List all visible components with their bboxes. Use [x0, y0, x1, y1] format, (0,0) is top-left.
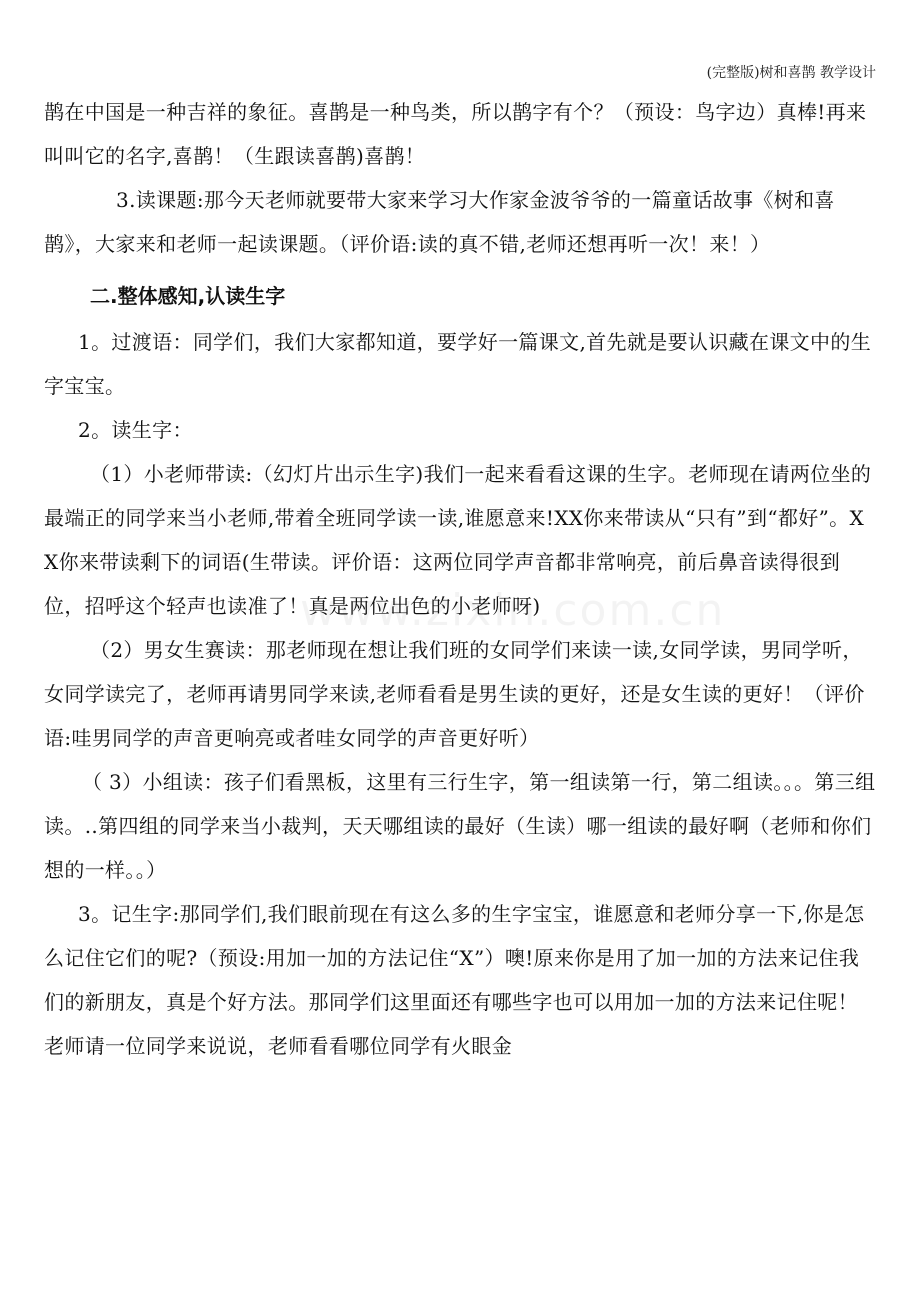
- paragraph-group-reading: （ 3）小组读：孩子们看黑板，这里有三行生字，第一组读第一行，第二组读。。。第三组读。..第四组的同学来当小裁判，天天哪组读的最好（生读）哪一组读的最好啊（老师和你们想的一样。。）: [44, 770, 876, 882]
- paragraph-boys-girls-contest: （2）男女生赛读：那老师现在想让我们班的女同学们来读一读,女同学读，男同学听，女同学读完了，老师再请男同学来读,老师看看是男生读的更好，还是女生读的更好！（评价语:哇男同学的声音更响亮或者哇女同学的声音更好听）: [44, 638, 865, 750]
- section-heading-overall-perception: 二.整体感知,认读生字: [90, 284, 286, 308]
- paragraph-read-characters-title: 2。读生字：: [78, 418, 193, 442]
- paragraph-transition: 1。过渡语：同学们，我们大家都知道，要学好一篇课文,首先就是要认识藏在课文中的生字宝宝。: [44, 330, 872, 398]
- paragraph-read-title: 3.读课题:那今天老师就要带大家来学习大作家金波爷爷的一篇童话故事《树和喜鹊》，大家来和老师一起读课题。（评价语:读的真不错,老师还想再听一次！来！）: [44, 188, 835, 256]
- paragraph-magpie-intro: 鹊在中国是一种吉祥的象征。喜鹊是一种鸟类，所以鹊字有个？（预设：鸟字边）真棒!再来叫叫它的名字,喜鹊！（生跟读喜鹊)喜鹊！: [44, 100, 867, 168]
- document-body: [44, 90, 878, 1068]
- paragraph-remember-characters: 3。记生字:那同学们,我们眼前现在有这么多的生字宝宝，谁愿意和老师分享一下,你是怎么记住它们的呢?（预设:用加一加的方法记住“X”）噢!原来你是用了加一加的方法来记住我们的新朋友，真是个好方法。那同学们这里面还有哪些字也可以用加一加的方法来记住呢！老师请一位同学来说说，老师看看哪位同学有火眼金: [44, 902, 865, 1058]
- paragraph-little-teacher: （1）小老师带读:（幻灯片出示生字)我们一起来看看这课的生字。老师现在请两位坐的最端正的同学来当小老师,带着全班同学读一读,谁愿意来!XX你来带读从“只有”到“都好”。XX你来带读剩下的词语(生带读。评价语：这两位同学声音都非常响亮，前后鼻音读得很到位，招呼这个轻声也读准了！真是两位出色的小老师呀): [44, 462, 872, 618]
- page-running-header: (完整版)树和喜鹊 教学设计: [706, 65, 876, 81]
